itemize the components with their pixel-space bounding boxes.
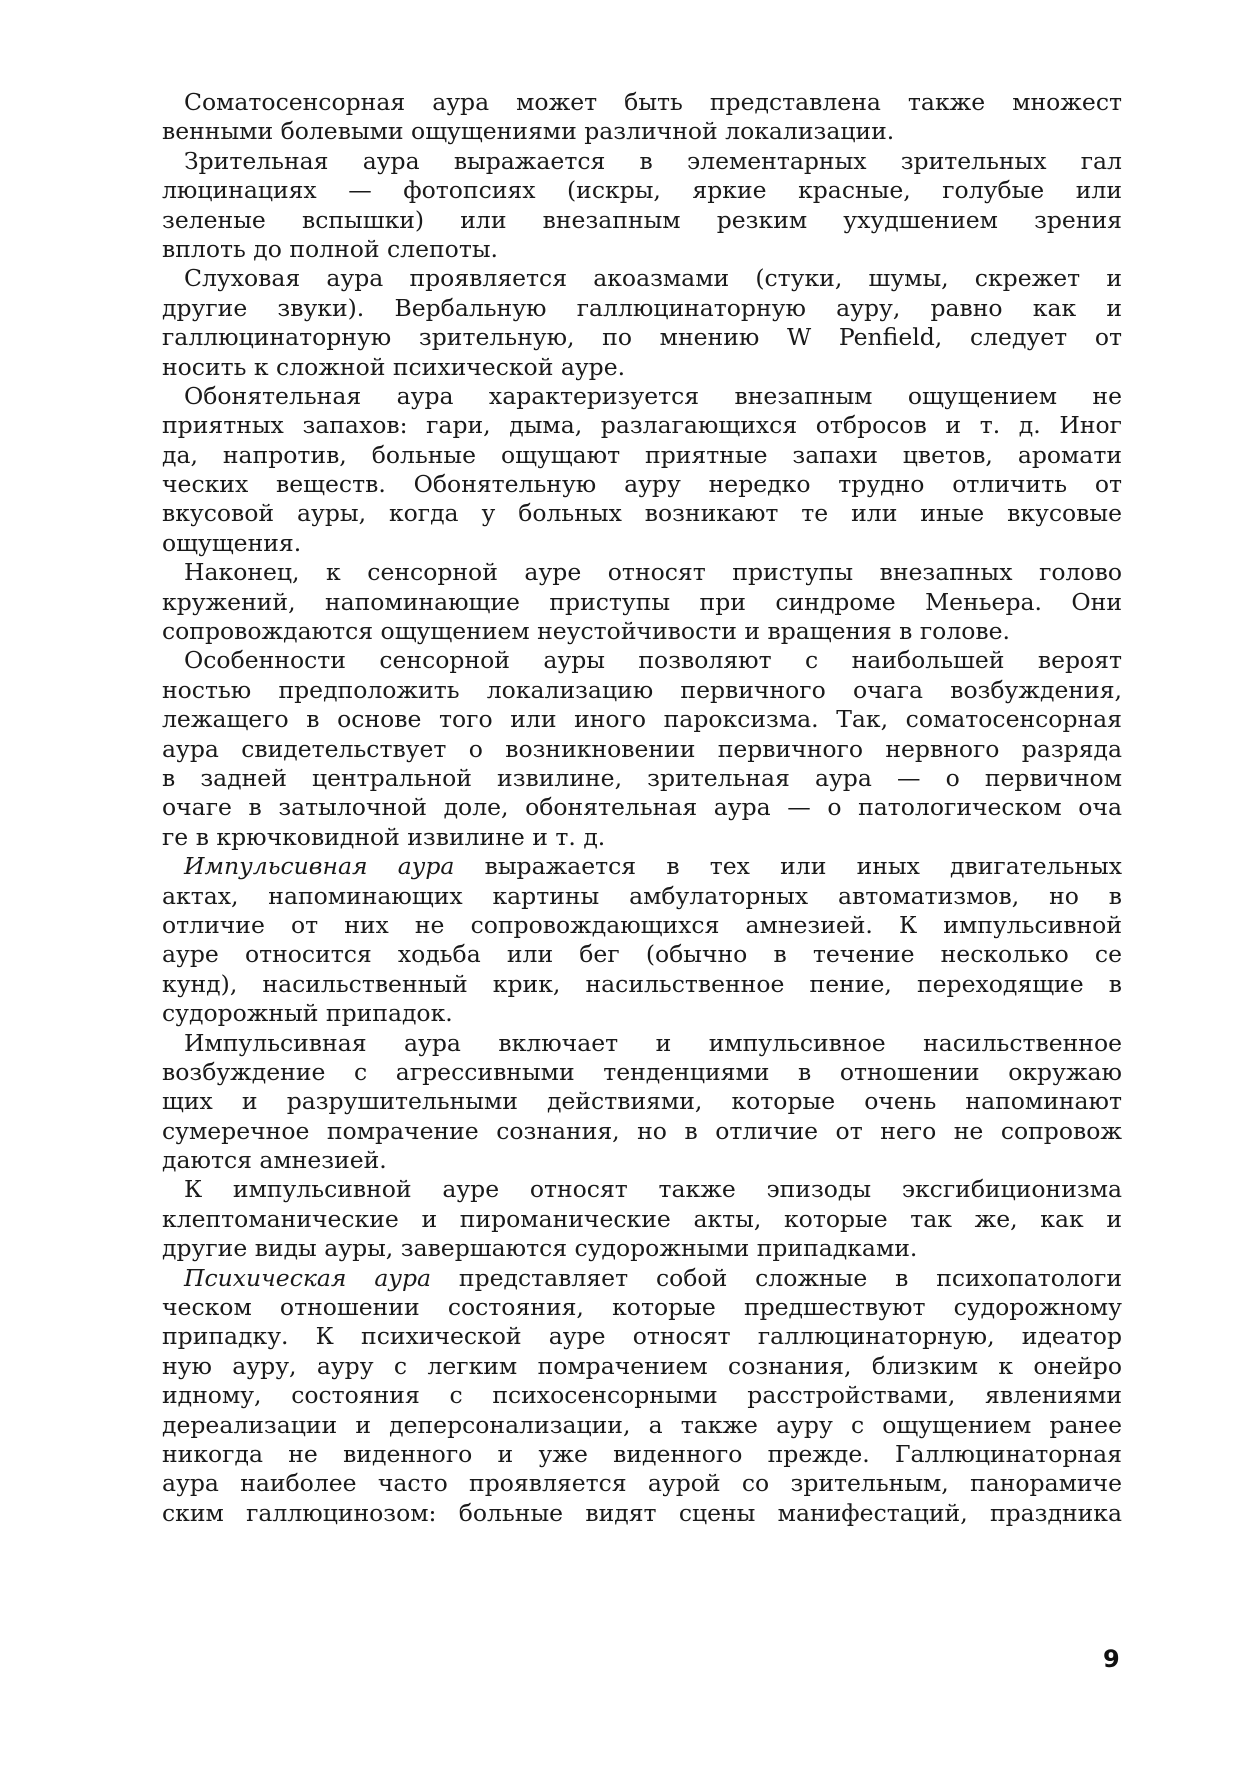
- text-line: ную ауру, ауру с легким помрачением сознания, близким к онейро: [162, 1351, 1122, 1380]
- text-line: дереализации и деперсонализации, а также ауру с ощущением ранее: [162, 1410, 1122, 1439]
- text-line: ге в крючковидной извилине и т. д.: [162, 822, 606, 851]
- text-line: сумеречное помрачение сознания, но в отличие от него не сопровож: [162, 1116, 1122, 1145]
- text-line: зеленые вспышки) или внезапным резким ухудшением зрения: [162, 205, 1122, 234]
- text-line: ческом отношении состояния, которые предшествуют судорожному: [162, 1293, 1122, 1322]
- text-line: да, напротив, больные ощущают приятные запахи цветов, аромати: [162, 440, 1122, 469]
- text-line: аура наиболее часто проявляется аурой со зрительным, панорамиче: [162, 1469, 1122, 1498]
- text-line: Соматосенсорная аура может быть представлена также множест: [184, 88, 1122, 116]
- text-line: другие звуки). Вербальную галлюцинаторную ауру, равно как и: [162, 293, 1122, 322]
- text-line: Импульсивная аура включает и импульсивное насильственное: [184, 1028, 1122, 1057]
- text-fragment: выражается в тех или иных двигательных: [454, 852, 1122, 881]
- text-line: [162, 1264, 1122, 1293]
- text-line: приятных запахов: гари, дыма, разлагающихся отбросов и т. д. Иног: [162, 411, 1122, 440]
- text-line: ческих веществ. Обонятельную ауру нередко трудно отличить от: [162, 470, 1122, 499]
- text-line: Особенности сенсорной ауры позволяют с наибольшей вероят: [184, 646, 1122, 675]
- paragraph: [162, 1029, 1122, 1176]
- paragraph: [162, 88, 1122, 147]
- text-line: судорожный припадок.: [162, 999, 453, 1028]
- text-line: ским галлюцинозом: больные видят сцены манифестаций, праздника: [162, 1498, 1122, 1527]
- page-number: 9: [1103, 1645, 1120, 1673]
- text-line: другие виды ауры, завершаются судорожными припадками.: [162, 1234, 918, 1263]
- text-line: актах, напоминающих картины амбулаторных автоматизмов, но в: [162, 881, 1122, 910]
- text-line: даются амнезией.: [162, 1146, 387, 1175]
- text-fragment: представляет собой сложные в психопатологи: [431, 1263, 1122, 1292]
- paragraph: [162, 1264, 1122, 1529]
- text-line: щих и разрушительными действиями, которые очень напоминают: [162, 1087, 1122, 1116]
- italic-term: Психическая аура: [184, 1263, 432, 1292]
- text-line: К импульсивной ауре относят также эпизоды эксгибиционизма: [184, 1175, 1122, 1204]
- text-line: кружений, напоминающие приступы при синдроме Меньера. Они: [162, 587, 1122, 616]
- page-body: [162, 88, 1122, 1528]
- text-line: галлюцинаторную зрительную, по мнению W Penfield, следует от: [162, 323, 1122, 352]
- text-line: ощущения.: [162, 528, 302, 557]
- text-line: сопровождаются ощущением неустойчивости и вращения в голове.: [162, 617, 1010, 646]
- paragraph: [162, 264, 1122, 382]
- text-line: люцинациях — фотопсиях (искры, яркие красные, голубые или: [162, 176, 1122, 205]
- text-line: припадку. К психической ауре относят галлюцинаторную, идеатор: [162, 1322, 1122, 1351]
- text-line: очаге в затылочной доле, обонятельная аура — о патологическом оча: [162, 793, 1122, 822]
- text-line: лежащего в основе того или иного пароксизма. Так, соматосенсорная: [162, 705, 1122, 734]
- text-line: ауре относится ходьба или бег (обычно в течение несколько се: [162, 940, 1122, 969]
- text-line: Обонятельная аура характеризуется внезапным ощущением не: [184, 381, 1122, 410]
- text-line: вкусовой ауры, когда у больных возникают те или иные вкусовые: [162, 499, 1122, 528]
- paragraph: [162, 852, 1122, 1028]
- text-line: возбуждение с агрессивными тенденциями в отношении окружаю: [162, 1057, 1122, 1086]
- text-line: носить к сложной психической ауре.: [162, 352, 626, 381]
- text-line: Зрительная аура выражается в элементарных зрительных гал: [184, 146, 1122, 175]
- text-line: идному, состояния с психосенсорными расстройствами, явлениями: [162, 1381, 1122, 1410]
- text-line: вплоть до полной слепоты.: [162, 234, 498, 263]
- text-line: в задней центральной извилине, зрительная аура — о первичном: [162, 763, 1122, 792]
- text-line: отличие от них не сопровождающихся амнезией. К импульсивной: [162, 910, 1122, 939]
- paragraph: [162, 147, 1122, 265]
- text-line: аура свидетельствует о возникновении первичного нервного разряда: [162, 734, 1122, 763]
- text-line: Слуховая аура проявляется акоазмами (стуки, шумы, скрежет и: [184, 264, 1122, 293]
- paragraph: [162, 1175, 1122, 1263]
- text-line: кунд), насильственный крик, насильственное пение, переходящие в: [162, 969, 1122, 998]
- text-line: клептоманические и пироманические акты, которые так же, как и: [162, 1204, 1122, 1233]
- paragraph: [162, 646, 1122, 852]
- text-line: [162, 852, 1122, 881]
- paragraph: [162, 382, 1122, 558]
- text-line: никогда не виденного и уже виденного прежде. Галлюцинаторная: [162, 1439, 1122, 1468]
- text-line: венными болевыми ощущениями различной локализации.: [162, 117, 895, 146]
- text-line: Наконец, к сенсорной ауре относят приступы внезапных голово: [184, 558, 1122, 587]
- italic-term: Импульсивная аура: [184, 852, 455, 881]
- paragraph: [162, 558, 1122, 646]
- text-line: ностью предположить локализацию первичного очага возбуждения,: [162, 675, 1122, 704]
